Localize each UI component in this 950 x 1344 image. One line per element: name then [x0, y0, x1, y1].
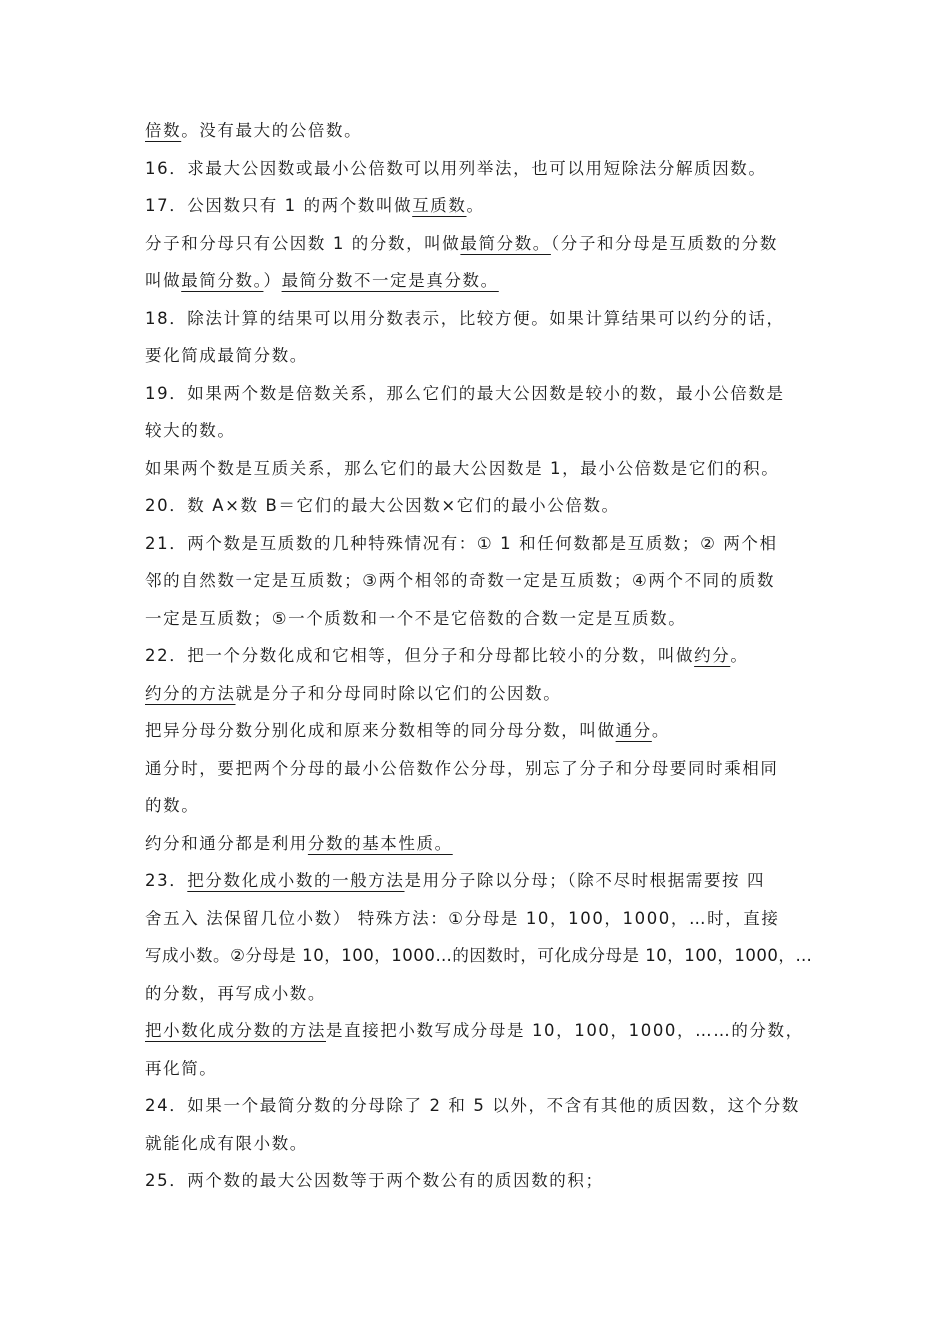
- text-segment: 17．公因数只有 1 的两个数叫做: [145, 196, 413, 215]
- text-segment: 写成小数。②分母是 10，100，1000…的因数时，可化成分母是 10，100，1000，…: [145, 946, 813, 965]
- text-segment: 通分时，要把两个分母的最小公倍数作公分母，别忘了分子和分母要同时乘相同: [145, 758, 779, 778]
- text-segment: 25．两个数的最大公因数等于两个数公有的质因数的积；: [145, 1171, 604, 1190]
- text-line: [145, 867, 812, 895]
- underlined-term: 把小数化成分数的方法: [145, 1021, 326, 1040]
- text-segment: 23．: [145, 871, 188, 890]
- text-segment: 24．如果一个最简分数的分母除了 2 和 5 以外，不含有其他的质因数，这个分数: [145, 1096, 800, 1115]
- text-segment: 16．求最大公因数或最小公倍数可以用列举法，也可以用短除法分解质因数。: [145, 158, 767, 178]
- text-line: [145, 305, 812, 333]
- text-line: [145, 117, 812, 145]
- text-segment: 21．两个数是互质数的几种特殊情况有：① 1 和任何数都是互质数；② 两个相: [145, 533, 778, 553]
- text-segment: 约分和通分都是利用: [145, 833, 308, 853]
- text-segment: 22．把一个分数化成和它相等，但分子和分母都比较小的分数，叫做: [145, 646, 695, 665]
- text-line: [145, 755, 812, 783]
- underlined-term: 约分的方法: [145, 683, 236, 703]
- text-segment: 。没有最大的公倍数。: [181, 121, 363, 140]
- underlined-term: 把分数化成小数的一般方法: [187, 871, 405, 890]
- text-line: [145, 905, 812, 933]
- text-line: [145, 342, 812, 370]
- text-segment: 较大的数。: [145, 421, 236, 440]
- text-line: [145, 1167, 812, 1195]
- text-line: [145, 830, 812, 858]
- text-line: [145, 380, 812, 408]
- text-line: [145, 642, 812, 670]
- text-segment: 18．除法计算的结果可以用分数表示，比较方便。如果计算结果可以约分的话，: [145, 308, 785, 328]
- text-line: [145, 942, 812, 970]
- text-segment: 20．数 A×数 B＝它们的最大公因数×它们的最小公倍数。: [145, 496, 620, 515]
- text-segment: 的分数，再写成小数。: [145, 983, 326, 1003]
- underlined-term: 分数的基本性质。: [307, 833, 453, 853]
- text-line: [145, 567, 812, 595]
- text-line: [145, 155, 812, 183]
- text-segment: 要化简成最简分数。: [145, 346, 308, 365]
- text-line: [145, 1092, 812, 1120]
- text-segment: 是直接把小数写成分母是 10，100，1000，……的分数，: [326, 1021, 804, 1040]
- text-segment: 是用分子除以分母；（除不尽时根据需要按 四: [404, 871, 766, 890]
- text-segment: ）: [263, 271, 282, 290]
- text-segment: 一定是互质数；⑤一个质数和一个不是它倍数的合数一定是互质数。: [145, 608, 687, 628]
- text-segment: 就能化成有限小数。: [145, 1133, 308, 1153]
- text-line: [145, 417, 812, 445]
- text-line: [145, 680, 812, 708]
- text-segment: 19．如果两个数是倍数关系，那么它们的最大公因数是较小的数，最小公倍数是: [145, 383, 785, 403]
- text-segment: 叫做: [145, 271, 182, 290]
- text-segment: 舍五入 法保留几位小数） 特殊方法：①分母是 10，100，1000，…时，直接: [145, 908, 780, 928]
- underlined-term: 互质数: [412, 196, 467, 215]
- text-line: [145, 492, 812, 520]
- text-segment: 。: [651, 721, 670, 740]
- underlined-term: 约分: [694, 646, 731, 665]
- text-segment: （分子和分母是互质数的分数: [550, 233, 778, 253]
- text-segment: 邻的自然数一定是互质数；③两个相邻的奇数一定是互质数；④两个不同的质数: [145, 571, 776, 590]
- text-line: [145, 605, 812, 633]
- underlined-term: 最简分数。: [181, 271, 264, 290]
- underlined-term: 最简分数不一定是真分数。: [281, 271, 499, 290]
- text-segment: 。: [730, 646, 749, 665]
- text-segment: 就是分子和分母同时除以它们的公因数。: [235, 683, 562, 703]
- text-segment: 如果两个数是互质关系，那么它们的最大公因数是 1，最小公倍数是它们的积。: [145, 458, 780, 478]
- text-line: [145, 980, 812, 1008]
- text-line: [145, 792, 812, 820]
- underlined-term: 最简分数。: [460, 233, 551, 253]
- text-line: [145, 530, 812, 558]
- text-line: [145, 267, 812, 295]
- text-segment: 再化简。: [145, 1058, 218, 1078]
- text-line: [145, 230, 812, 258]
- underlined-term: 倍数: [145, 121, 182, 140]
- text-segment: 分子和分母只有公因数 1 的分数，叫做: [145, 233, 461, 253]
- text-line: [145, 1017, 812, 1045]
- text-line: [145, 192, 812, 220]
- text-line: [145, 1055, 812, 1083]
- text-line: [145, 717, 812, 745]
- text-segment: 的数。: [145, 796, 200, 815]
- text-segment: 把异分母分数分别化成和原来分数相等的同分母分数，叫做: [145, 721, 616, 740]
- text-segment: 。: [466, 196, 485, 215]
- text-line: [145, 1130, 812, 1158]
- text-line: [145, 455, 812, 483]
- underlined-term: 通分: [615, 721, 652, 740]
